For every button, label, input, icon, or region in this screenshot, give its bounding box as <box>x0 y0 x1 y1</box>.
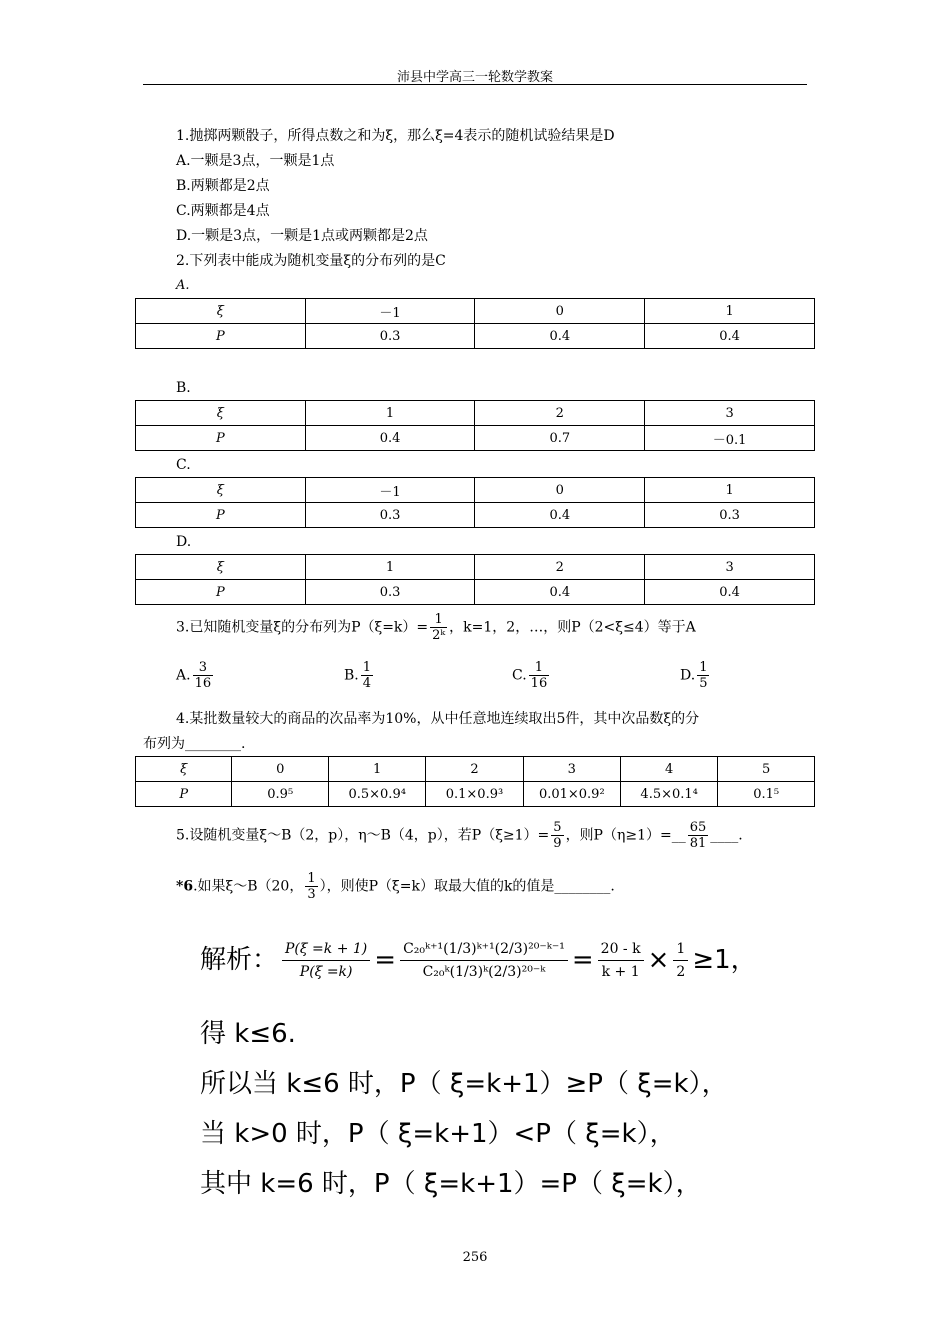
option-fraction <box>361 660 373 691</box>
table-cell: P <box>136 782 232 807</box>
q5-stem-post: ____. <box>710 827 743 844</box>
frac-den: 5 <box>699 676 708 691</box>
table-cell: ξ <box>136 299 306 324</box>
frac-num: 20 - k <box>598 940 644 961</box>
option-label: C. <box>512 667 527 684</box>
q2-table-c <box>135 477 815 528</box>
frac-den: 3 <box>307 887 316 902</box>
table-cell: 1 <box>645 478 815 503</box>
table-cell: 1 <box>305 401 475 426</box>
table-cell: 0.4 <box>475 580 645 605</box>
table-cell: 1 <box>329 757 426 782</box>
frac-num: 3 <box>193 660 214 676</box>
table-cell: 0 <box>475 299 645 324</box>
solution-tail: ≥1， <box>692 945 757 975</box>
q3-fraction <box>430 612 447 643</box>
table-cell: 4 <box>621 757 718 782</box>
table-cell: 0 <box>475 478 645 503</box>
table-cell: －0.1 <box>645 426 815 451</box>
frac-den: 2 <box>676 964 686 980</box>
frac-den: 16 <box>194 676 212 691</box>
table-cell: 3 <box>645 555 815 580</box>
table-cell: －1 <box>305 478 475 503</box>
q2-table-c-label: C. <box>176 457 191 473</box>
table-cell: P <box>136 324 306 349</box>
q2-table-d-label: D. <box>176 534 192 550</box>
header-rule <box>143 84 807 85</box>
q4-table <box>135 756 815 807</box>
q3-stem <box>176 612 696 643</box>
q1-option-a: A.一颗是3点，一颗是1点 <box>176 153 335 169</box>
frac-num: 1 <box>307 871 316 886</box>
table-cell: P <box>136 503 306 528</box>
frac-den: 2ᵏ <box>432 628 446 643</box>
frac-num: P(ξ =k + 1) <box>282 940 370 961</box>
ratio-half <box>673 940 688 981</box>
table-cell: 0.5×0.9⁴ <box>329 782 426 807</box>
table-cell: ξ <box>136 478 306 503</box>
table-cell: 0 <box>232 757 329 782</box>
table-cell: 1 <box>305 555 475 580</box>
q2-stem: 2.下列表中能成为随机变量ξ的分布列的是C <box>176 253 446 269</box>
q1-stem: 1.抛掷两颗骰子，所得点数之和为ξ，那么ξ=4表示的随机试验结果是D <box>176 128 615 144</box>
table-cell: 2 <box>475 401 645 426</box>
table-cell: 0.7 <box>475 426 645 451</box>
frac-num: 65 <box>689 820 707 835</box>
table-cell: P <box>136 426 306 451</box>
q1-option-d: D.一颗是3点，一颗是1点或两颗都是2点 <box>176 228 428 244</box>
q3-option-c <box>512 660 551 691</box>
frac-den: 4 <box>362 676 372 691</box>
table-cell: 0.01×0.9² <box>523 782 620 807</box>
table-cell: 1 <box>645 299 815 324</box>
table-cell: P <box>136 580 306 605</box>
q3-option-a <box>176 660 215 691</box>
q4-stem-line2: 布列为________. <box>143 736 246 752</box>
option-fraction <box>529 660 550 691</box>
q3-option-d <box>680 660 711 691</box>
table-cell: 3 <box>523 757 620 782</box>
q1-option-c: C.两颗都是4点 <box>176 203 270 219</box>
solution-line-3: 当 k>0 时，P（ ξ=k+1）<P（ ξ=k）， <box>200 1119 676 1149</box>
q6-stem <box>176 871 615 902</box>
q5-stem-pre: 5.设随机变量ξ～B（2，p），η～B（4，p），若P（ξ≥1）= <box>176 827 550 844</box>
option-fraction <box>193 660 214 691</box>
frac-num: 5 <box>553 820 562 835</box>
frac-num: 1 <box>430 612 447 628</box>
table-cell: ξ <box>136 757 232 782</box>
table-cell: 4.5×0.1⁴ <box>621 782 718 807</box>
q1-option-b: B.两颗都是2点 <box>176 178 270 194</box>
table-cell: 0.1×0.9³ <box>426 782 523 807</box>
q3-stem-post: ，k=1，2，…，则P（2<ξ≤4）等于A <box>449 619 696 636</box>
frac-den: k + 1 <box>601 964 640 980</box>
ratio-binomial <box>400 940 568 981</box>
frac-num: C₂₀ᵏ⁺¹(1/3)ᵏ⁺¹(2/3)²⁰⁻ᵏ⁻¹ <box>400 940 568 961</box>
q6-stem-post: ），则使P（ξ=k）取最大值的k的值是________. <box>319 878 615 895</box>
frac-num: 1 <box>529 660 550 676</box>
option-label: A. <box>176 667 191 684</box>
table-cell: 0.1⁵ <box>718 782 815 807</box>
q2-table-d <box>135 554 815 605</box>
solution-formula: 解析： $\frac{P(\xi =k + 1)}{P(\xi =k)}$ = $\frac{\text{C₂₀ᵏ⁺¹(1/3)ᵏ⁺¹(2/3)²⁰⁻ᵏ⁻¹}}{\text{C₂₀ᵏ(1/3)ᵏ(2/3)²⁰⁻ᵏ}}$ = $\frac{20 - k}{k + 1}$ × $\frac{1}{2}$ ≥1， <box>200 941 757 980</box>
table-cell: 5 <box>718 757 815 782</box>
solution-line-1: 得 k≤6. <box>200 1019 296 1049</box>
q2-table-b-label: B. <box>176 380 191 396</box>
table-cell: 0.3 <box>305 580 475 605</box>
table-cell: 0.3 <box>305 503 475 528</box>
q5-fraction-1 <box>551 820 563 851</box>
q6-fraction <box>305 871 317 902</box>
frac-den: P(ξ =k) <box>299 964 353 980</box>
frac-num: 1 <box>673 940 688 961</box>
ratio-lhs <box>282 940 370 981</box>
frac-num: 1 <box>699 660 708 675</box>
table-cell: －1 <box>305 299 475 324</box>
table-cell: 0.4 <box>305 426 475 451</box>
q6-star: *6 <box>176 878 194 895</box>
frac-den: 81 <box>689 836 707 851</box>
table-cell: 0.4 <box>475 324 645 349</box>
q2-table-a <box>135 298 815 349</box>
q3-option-b <box>344 660 375 691</box>
solution-label: 解析： <box>200 945 279 975</box>
table-cell: 0.9⁵ <box>232 782 329 807</box>
q3-stem-pre: 3.已知随机变量ξ的分布列为P（ξ=k）= <box>176 619 429 636</box>
table-cell: 0.3 <box>305 324 475 349</box>
table-cell: 0.4 <box>645 580 815 605</box>
table-cell: 0.4 <box>475 503 645 528</box>
frac-den: C₂₀ᵏ(1/3)ᵏ(2/3)²⁰⁻ᵏ <box>422 964 546 980</box>
q4-stem-line1: 4.某批数量较大的商品的次品率为10%，从中任意地连续取出5件，其中次品数ξ的分 <box>176 711 700 727</box>
frac-num: 1 <box>362 660 372 675</box>
table-cell: 2 <box>475 555 645 580</box>
frac-den: 9 <box>553 836 562 851</box>
ratio-simplified <box>598 940 644 981</box>
q2-table-a-label: A. <box>176 278 190 293</box>
page-header: 沛县中学高三一轮数学教案 <box>396 70 553 85</box>
option-label: D. <box>680 667 696 684</box>
table-cell: 2 <box>426 757 523 782</box>
q6-stem-pre: .如果ξ～B（20， <box>193 878 304 895</box>
solution-line-4: 其中 k=6 时，P（ ξ=k+1）=P（ ξ=k）， <box>200 1169 702 1199</box>
table-cell: ξ <box>136 555 306 580</box>
option-label: B. <box>344 667 359 684</box>
option-fraction <box>697 660 709 691</box>
q5-stem-mid: ，则P（η≥1）=__ <box>565 827 686 844</box>
table-cell: 0.4 <box>645 324 815 349</box>
q2-table-b <box>135 400 815 451</box>
table-cell: 3 <box>645 401 815 426</box>
q5-stem <box>176 820 743 851</box>
table-cell: 0.3 <box>645 503 815 528</box>
frac-den: 16 <box>530 676 548 691</box>
q5-fraction-2 <box>688 820 709 851</box>
solution-line-2: 所以当 k≤6 时，P（ ξ=k+1）≥P（ ξ=k）， <box>200 1069 728 1099</box>
table-cell: ξ <box>136 401 306 426</box>
page-number: 256 <box>462 1250 488 1265</box>
